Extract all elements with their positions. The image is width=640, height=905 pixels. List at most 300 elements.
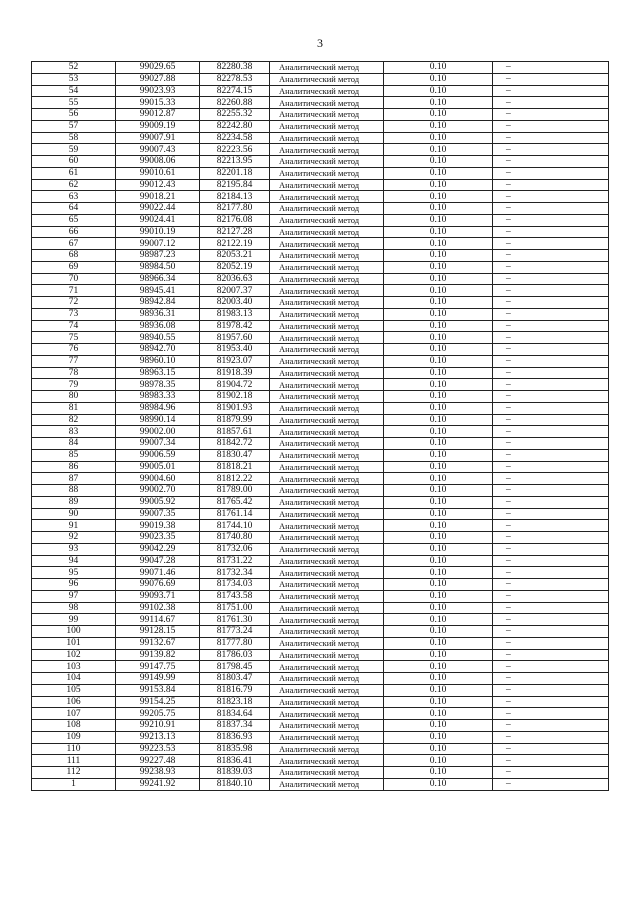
x-coordinate-cell: 98966.34 <box>116 273 200 285</box>
note-cell: – <box>493 661 609 673</box>
x-coordinate-cell: 98987.23 <box>116 250 200 262</box>
table-row <box>32 402 609 414</box>
table-row <box>32 532 609 544</box>
note-cell: – <box>493 367 609 379</box>
x-coordinate-cell: 99012.43 <box>116 179 200 191</box>
table-row <box>32 708 609 720</box>
table-row <box>32 696 609 708</box>
y-coordinate-cell: 82201.18 <box>200 167 270 179</box>
y-coordinate-cell: 81902.18 <box>200 391 270 403</box>
note-cell: – <box>493 285 609 297</box>
y-coordinate-cell: 81732.06 <box>200 543 270 555</box>
method-cell: Аналитический метод <box>270 614 384 626</box>
note-cell: – <box>493 379 609 391</box>
x-coordinate-cell: 99029.65 <box>116 62 200 74</box>
y-coordinate-cell: 81835.98 <box>200 743 270 755</box>
note-cell: – <box>493 555 609 567</box>
method-cell: Аналитический метод <box>270 179 384 191</box>
accuracy-cell: 0.10 <box>384 555 493 567</box>
accuracy-cell: 0.10 <box>384 226 493 238</box>
method-cell: Аналитический метод <box>270 696 384 708</box>
y-coordinate-cell: 81789.00 <box>200 485 270 497</box>
note-cell: – <box>493 167 609 179</box>
table-row <box>32 85 609 97</box>
y-coordinate-cell: 81743.58 <box>200 590 270 602</box>
method-cell: Аналитический метод <box>270 308 384 320</box>
accuracy-cell: 0.10 <box>384 473 493 485</box>
y-coordinate-cell: 82242.80 <box>200 120 270 132</box>
point-number-cell: 67 <box>32 238 116 250</box>
method-cell: Аналитический метод <box>270 590 384 602</box>
y-coordinate-cell: 81740.80 <box>200 532 270 544</box>
accuracy-cell: 0.10 <box>384 532 493 544</box>
method-cell: Аналитический метод <box>270 167 384 179</box>
y-coordinate-cell: 81823.18 <box>200 696 270 708</box>
point-number-cell: 98 <box>32 602 116 614</box>
table-row <box>32 567 609 579</box>
note-cell: – <box>493 743 609 755</box>
accuracy-cell: 0.10 <box>384 308 493 320</box>
y-coordinate-cell: 81744.10 <box>200 520 270 532</box>
x-coordinate-cell: 98963.15 <box>116 367 200 379</box>
table-row <box>32 731 609 743</box>
table-row <box>32 285 609 297</box>
method-cell: Аналитический метод <box>270 520 384 532</box>
y-coordinate-cell: 81798.45 <box>200 661 270 673</box>
note-cell: – <box>493 320 609 332</box>
y-coordinate-cell: 81836.93 <box>200 731 270 743</box>
method-cell: Аналитический метод <box>270 661 384 673</box>
x-coordinate-cell: 99139.82 <box>116 649 200 661</box>
y-coordinate-cell: 81923.07 <box>200 355 270 367</box>
table-row <box>32 767 609 779</box>
x-coordinate-cell: 99241.92 <box>116 778 200 790</box>
point-number-cell: 78 <box>32 367 116 379</box>
table-row <box>32 97 609 109</box>
table-row <box>32 391 609 403</box>
y-coordinate-cell: 82223.56 <box>200 144 270 156</box>
table-row <box>32 637 609 649</box>
x-coordinate-cell: 99227.48 <box>116 755 200 767</box>
point-number-cell: 71 <box>32 285 116 297</box>
method-cell: Аналитический метод <box>270 73 384 85</box>
x-coordinate-cell: 98936.31 <box>116 308 200 320</box>
table-row <box>32 520 609 532</box>
method-cell: Аналитический метод <box>270 720 384 732</box>
accuracy-cell: 0.10 <box>384 438 493 450</box>
y-coordinate-cell: 82003.40 <box>200 297 270 309</box>
note-cell: – <box>493 449 609 461</box>
method-cell: Аналитический метод <box>270 297 384 309</box>
method-cell: Аналитический метод <box>270 203 384 215</box>
note-cell: – <box>493 250 609 262</box>
method-cell: Аналитический метод <box>270 637 384 649</box>
table-row <box>32 273 609 285</box>
accuracy-cell: 0.10 <box>384 273 493 285</box>
y-coordinate-cell: 81731.22 <box>200 555 270 567</box>
y-coordinate-cell: 81953.40 <box>200 344 270 356</box>
table-row <box>32 649 609 661</box>
accuracy-cell: 0.10 <box>384 62 493 74</box>
note-cell: – <box>493 767 609 779</box>
note-cell: – <box>493 391 609 403</box>
note-cell: – <box>493 731 609 743</box>
point-number-cell: 97 <box>32 590 116 602</box>
note-cell: – <box>493 696 609 708</box>
note-cell: – <box>493 567 609 579</box>
table-row <box>32 214 609 226</box>
y-coordinate-cell: 81857.61 <box>200 426 270 438</box>
y-coordinate-cell: 81803.47 <box>200 673 270 685</box>
accuracy-cell: 0.10 <box>384 626 493 638</box>
table-row <box>32 367 609 379</box>
table-row <box>32 344 609 356</box>
note-cell: – <box>493 156 609 168</box>
method-cell: Аналитический метод <box>270 449 384 461</box>
x-coordinate-cell: 99024.41 <box>116 214 200 226</box>
table-row <box>32 755 609 767</box>
x-coordinate-cell: 99023.35 <box>116 532 200 544</box>
point-number-cell: 111 <box>32 755 116 767</box>
table-row <box>32 426 609 438</box>
point-number-cell: 62 <box>32 179 116 191</box>
method-cell: Аналитический метод <box>270 191 384 203</box>
x-coordinate-cell: 99223.53 <box>116 743 200 755</box>
accuracy-cell: 0.10 <box>384 673 493 685</box>
note-cell: – <box>493 73 609 85</box>
note-cell: – <box>493 485 609 497</box>
table-row <box>32 144 609 156</box>
accuracy-cell: 0.10 <box>384 449 493 461</box>
note-cell: – <box>493 214 609 226</box>
y-coordinate-cell: 82260.88 <box>200 97 270 109</box>
accuracy-cell: 0.10 <box>384 261 493 273</box>
point-number-cell: 75 <box>32 332 116 344</box>
note-cell: – <box>493 226 609 238</box>
table-row <box>32 579 609 591</box>
accuracy-cell: 0.10 <box>384 696 493 708</box>
accuracy-cell: 0.10 <box>384 778 493 790</box>
note-cell: – <box>493 778 609 790</box>
y-coordinate-cell: 81840.10 <box>200 778 270 790</box>
table-row <box>32 661 609 673</box>
method-cell: Аналитический метод <box>270 285 384 297</box>
y-coordinate-cell: 82195.84 <box>200 179 270 191</box>
table-row <box>32 461 609 473</box>
point-number-cell: 86 <box>32 461 116 473</box>
y-coordinate-cell: 82176.08 <box>200 214 270 226</box>
note-cell: – <box>493 626 609 638</box>
table-row <box>32 449 609 461</box>
accuracy-cell: 0.10 <box>384 391 493 403</box>
note-cell: – <box>493 426 609 438</box>
note-cell: – <box>493 708 609 720</box>
x-coordinate-cell: 99238.93 <box>116 767 200 779</box>
method-cell: Аналитический метод <box>270 97 384 109</box>
accuracy-cell: 0.10 <box>384 250 493 262</box>
method-cell: Аналитический метод <box>270 755 384 767</box>
note-cell: – <box>493 590 609 602</box>
method-cell: Аналитический метод <box>270 320 384 332</box>
point-number-cell: 85 <box>32 449 116 461</box>
x-coordinate-cell: 99114.67 <box>116 614 200 626</box>
accuracy-cell: 0.10 <box>384 496 493 508</box>
point-number-cell: 93 <box>32 543 116 555</box>
point-number-cell: 59 <box>32 144 116 156</box>
x-coordinate-cell: 99007.91 <box>116 132 200 144</box>
note-cell: – <box>493 755 609 767</box>
point-number-cell: 94 <box>32 555 116 567</box>
page-number: 3 <box>317 36 323 50</box>
x-coordinate-cell: 98940.55 <box>116 332 200 344</box>
x-coordinate-cell: 99153.84 <box>116 684 200 696</box>
note-cell: – <box>493 297 609 309</box>
method-cell: Аналитический метод <box>270 120 384 132</box>
method-cell: Аналитический метод <box>270 426 384 438</box>
point-number-cell: 90 <box>32 508 116 520</box>
table-row <box>32 778 609 790</box>
x-coordinate-cell: 99205.75 <box>116 708 200 720</box>
method-cell: Аналитический метод <box>270 332 384 344</box>
accuracy-cell: 0.10 <box>384 661 493 673</box>
y-coordinate-cell: 81786.03 <box>200 649 270 661</box>
note-cell: – <box>493 496 609 508</box>
accuracy-cell: 0.10 <box>384 367 493 379</box>
note-cell: – <box>493 461 609 473</box>
y-coordinate-cell: 82127.28 <box>200 226 270 238</box>
x-coordinate-cell: 99210.91 <box>116 720 200 732</box>
method-cell: Аналитический метод <box>270 156 384 168</box>
accuracy-cell: 0.10 <box>384 684 493 696</box>
x-coordinate-cell: 99018.21 <box>116 191 200 203</box>
x-coordinate-cell: 98984.50 <box>116 261 200 273</box>
table-row <box>32 109 609 121</box>
y-coordinate-cell: 82122.19 <box>200 238 270 250</box>
accuracy-cell: 0.10 <box>384 649 493 661</box>
y-coordinate-cell: 81830.47 <box>200 449 270 461</box>
y-coordinate-cell: 81904.72 <box>200 379 270 391</box>
point-number-cell: 54 <box>32 85 116 97</box>
point-number-cell: 81 <box>32 402 116 414</box>
accuracy-cell: 0.10 <box>384 755 493 767</box>
note-cell: – <box>493 602 609 614</box>
y-coordinate-cell: 81983.13 <box>200 308 270 320</box>
y-coordinate-cell: 81765.42 <box>200 496 270 508</box>
x-coordinate-cell: 99102.38 <box>116 602 200 614</box>
x-coordinate-cell: 99128.15 <box>116 626 200 638</box>
x-coordinate-cell: 99008.06 <box>116 156 200 168</box>
method-cell: Аналитический метод <box>270 85 384 97</box>
y-coordinate-cell: 81842.72 <box>200 438 270 450</box>
x-coordinate-cell: 99010.19 <box>116 226 200 238</box>
table-row <box>32 250 609 262</box>
point-number-cell: 99 <box>32 614 116 626</box>
note-cell: – <box>493 579 609 591</box>
x-coordinate-cell: 98960.10 <box>116 355 200 367</box>
x-coordinate-cell: 99149.99 <box>116 673 200 685</box>
accuracy-cell: 0.10 <box>384 238 493 250</box>
x-coordinate-cell: 99002.00 <box>116 426 200 438</box>
method-cell: Аналитический метод <box>270 473 384 485</box>
point-number-cell: 69 <box>32 261 116 273</box>
accuracy-cell: 0.10 <box>384 73 493 85</box>
y-coordinate-cell: 81761.14 <box>200 508 270 520</box>
method-cell: Аналитический метод <box>270 626 384 638</box>
accuracy-cell: 0.10 <box>384 156 493 168</box>
accuracy-cell: 0.10 <box>384 120 493 132</box>
method-cell: Аналитический метод <box>270 731 384 743</box>
accuracy-cell: 0.10 <box>384 614 493 626</box>
x-coordinate-cell: 99093.71 <box>116 590 200 602</box>
accuracy-cell: 0.10 <box>384 485 493 497</box>
x-coordinate-cell: 98942.70 <box>116 344 200 356</box>
note-cell: – <box>493 261 609 273</box>
note-cell: – <box>493 97 609 109</box>
method-cell: Аналитический метод <box>270 438 384 450</box>
x-coordinate-cell: 99132.67 <box>116 637 200 649</box>
accuracy-cell: 0.10 <box>384 637 493 649</box>
note-cell: – <box>493 438 609 450</box>
point-number-cell: 77 <box>32 355 116 367</box>
point-number-cell: 89 <box>32 496 116 508</box>
note-cell: – <box>493 144 609 156</box>
point-number-cell: 95 <box>32 567 116 579</box>
note-cell: – <box>493 720 609 732</box>
table-row <box>32 438 609 450</box>
table-row <box>32 355 609 367</box>
y-coordinate-cell: 82007.37 <box>200 285 270 297</box>
point-number-cell: 103 <box>32 661 116 673</box>
accuracy-cell: 0.10 <box>384 332 493 344</box>
table-row <box>32 120 609 132</box>
note-cell: – <box>493 85 609 97</box>
table-row <box>32 332 609 344</box>
table-row <box>32 308 609 320</box>
method-cell: Аналитический метод <box>270 109 384 121</box>
table-row <box>32 508 609 520</box>
y-coordinate-cell: 81732.34 <box>200 567 270 579</box>
point-number-cell: 73 <box>32 308 116 320</box>
method-cell: Аналитический метод <box>270 767 384 779</box>
x-coordinate-cell: 99005.01 <box>116 461 200 473</box>
point-number-cell: 61 <box>32 167 116 179</box>
y-coordinate-cell: 82184.13 <box>200 191 270 203</box>
y-coordinate-cell: 82053.21 <box>200 250 270 262</box>
method-cell: Аналитический метод <box>270 579 384 591</box>
accuracy-cell: 0.10 <box>384 426 493 438</box>
point-number-cell: 88 <box>32 485 116 497</box>
method-cell: Аналитический метод <box>270 567 384 579</box>
x-coordinate-cell: 99076.69 <box>116 579 200 591</box>
note-cell: – <box>493 402 609 414</box>
point-number-cell: 76 <box>32 344 116 356</box>
point-number-cell: 53 <box>32 73 116 85</box>
table-row <box>32 167 609 179</box>
point-number-cell: 110 <box>32 743 116 755</box>
table-row <box>32 496 609 508</box>
y-coordinate-cell: 82278.53 <box>200 73 270 85</box>
note-cell: – <box>493 614 609 626</box>
x-coordinate-cell: 99027.88 <box>116 73 200 85</box>
method-cell: Аналитический метод <box>270 367 384 379</box>
method-cell: Аналитический метод <box>270 62 384 74</box>
x-coordinate-cell: 99023.93 <box>116 85 200 97</box>
point-number-cell: 101 <box>32 637 116 649</box>
method-cell: Аналитический метод <box>270 391 384 403</box>
method-cell: Аналитический метод <box>270 649 384 661</box>
method-cell: Аналитический метод <box>270 485 384 497</box>
y-coordinate-cell: 81957.60 <box>200 332 270 344</box>
table-row <box>32 485 609 497</box>
accuracy-cell: 0.10 <box>384 379 493 391</box>
coordinates-table-body <box>32 62 609 791</box>
accuracy-cell: 0.10 <box>384 567 493 579</box>
accuracy-cell: 0.10 <box>384 590 493 602</box>
point-number-cell: 91 <box>32 520 116 532</box>
method-cell: Аналитический метод <box>270 250 384 262</box>
x-coordinate-cell: 98936.08 <box>116 320 200 332</box>
table-row <box>32 614 609 626</box>
x-coordinate-cell: 98945.41 <box>116 285 200 297</box>
point-number-cell: 80 <box>32 391 116 403</box>
y-coordinate-cell: 81734.03 <box>200 579 270 591</box>
y-coordinate-cell: 81837.34 <box>200 720 270 732</box>
note-cell: – <box>493 332 609 344</box>
method-cell: Аналитический метод <box>270 379 384 391</box>
x-coordinate-cell: 99213.13 <box>116 731 200 743</box>
point-number-cell: 105 <box>32 684 116 696</box>
note-cell: – <box>493 273 609 285</box>
x-coordinate-cell: 99007.43 <box>116 144 200 156</box>
method-cell: Аналитический метод <box>270 238 384 250</box>
point-number-cell: 102 <box>32 649 116 661</box>
table-row <box>32 602 609 614</box>
note-cell: – <box>493 132 609 144</box>
note-cell: – <box>493 543 609 555</box>
point-number-cell: 68 <box>32 250 116 262</box>
point-number-cell: 92 <box>32 532 116 544</box>
table-row <box>32 590 609 602</box>
point-number-cell: 112 <box>32 767 116 779</box>
table-row <box>32 684 609 696</box>
x-coordinate-cell: 98990.14 <box>116 414 200 426</box>
x-coordinate-cell: 99010.61 <box>116 167 200 179</box>
method-cell: Аналитический метод <box>270 743 384 755</box>
method-cell: Аналитический метод <box>270 532 384 544</box>
method-cell: Аналитический метод <box>270 684 384 696</box>
point-number-cell: 1 <box>32 778 116 790</box>
method-cell: Аналитический метод <box>270 708 384 720</box>
x-coordinate-cell: 99154.25 <box>116 696 200 708</box>
method-cell: Аналитический метод <box>270 496 384 508</box>
point-number-cell: 104 <box>32 673 116 685</box>
method-cell: Аналитический метод <box>270 226 384 238</box>
accuracy-cell: 0.10 <box>384 520 493 532</box>
x-coordinate-cell: 98983.33 <box>116 391 200 403</box>
point-number-cell: 87 <box>32 473 116 485</box>
point-number-cell: 70 <box>32 273 116 285</box>
accuracy-cell: 0.10 <box>384 767 493 779</box>
table-row <box>32 320 609 332</box>
accuracy-cell: 0.10 <box>384 285 493 297</box>
point-number-cell: 108 <box>32 720 116 732</box>
table-row <box>32 156 609 168</box>
note-cell: – <box>493 532 609 544</box>
accuracy-cell: 0.10 <box>384 132 493 144</box>
y-coordinate-cell: 81773.24 <box>200 626 270 638</box>
table-row <box>32 261 609 273</box>
accuracy-cell: 0.10 <box>384 179 493 191</box>
